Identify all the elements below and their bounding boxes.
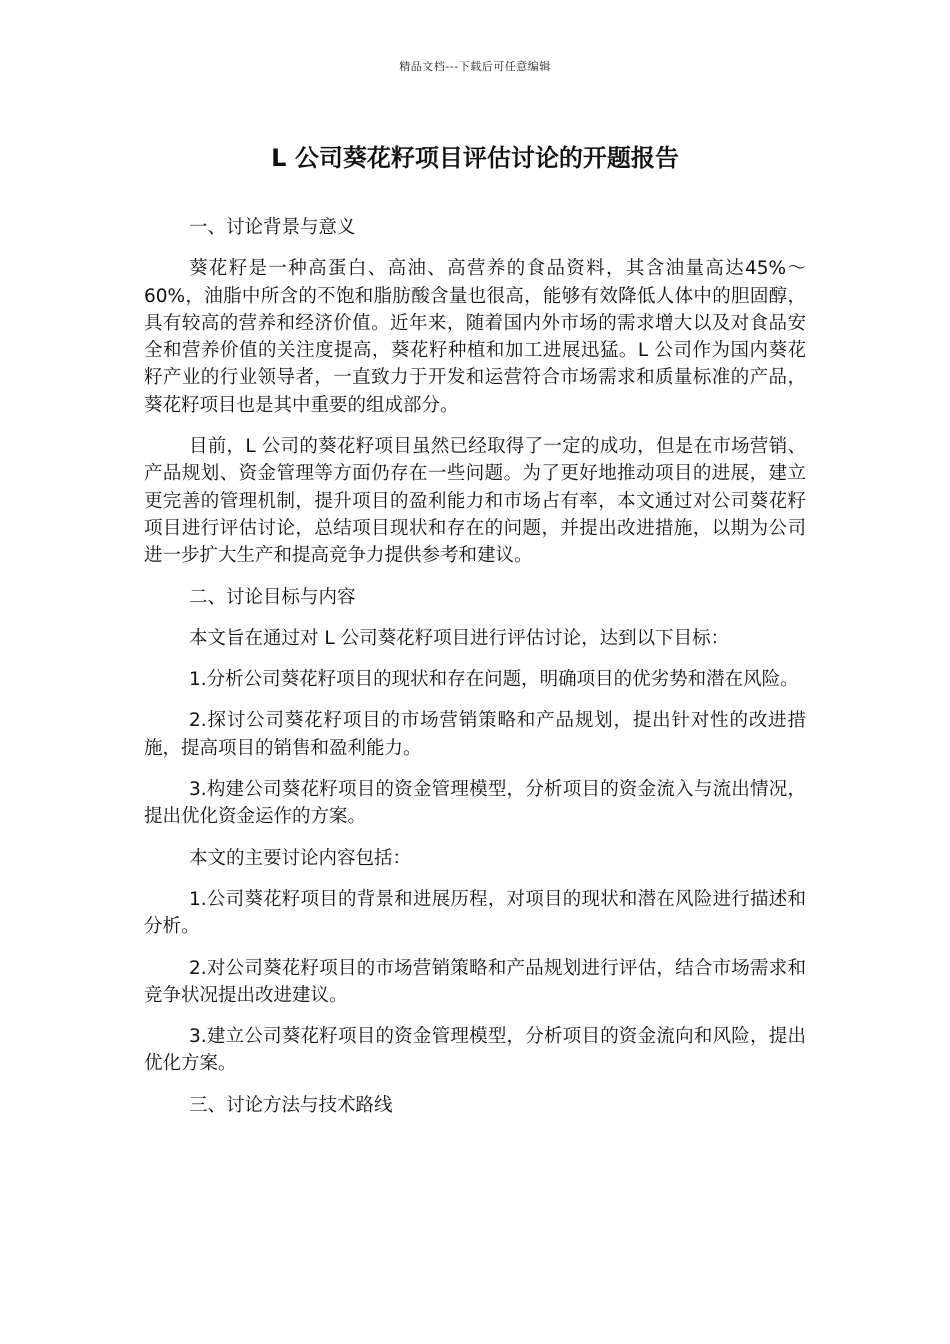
list-item-content-2: 2.对公司葵花籽项目的市场营销策略和产品规划进行评估，结合市场需求和竞争状况提出改进建议。: [144, 957, 806, 1006]
list-item-content-3: 3.建立公司葵花籽项目的资金管理模型，分析项目的资金流向和风险，提出优化方案。: [144, 1026, 806, 1075]
list-item-objective-3: 3.构建公司葵花籽项目的资金管理模型，分析项目的资金流入与流出情况，提出优化资金运作的方案。: [144, 779, 806, 828]
list-item-content-1: 1.公司葵花籽项目的背景和进展历程，对项目的现状和潜在风险进行描述和分析。: [144, 888, 806, 938]
section-heading-background: 一、讨论背景与意义: [189, 217, 356, 238]
page-header: 精品文档---下载后可任意编辑: [399, 60, 551, 73]
paragraph-objectives-lead: 本文旨在通过对 L 公司葵花籽项目进行评估讨论，达到以下目标：: [189, 627, 730, 649]
list-item-objective-2: 2.探讨公司葵花籽项目的市场营销策略和产品规划，提出针对性的改进措施，提高项目的销售和盈利能力。: [144, 710, 806, 759]
document-title: L 公司葵花籽项目评估讨论的开题报告: [271, 144, 679, 172]
section-heading-objectives: 二、讨论目标与内容: [189, 586, 356, 608]
list-item-objective-1: 1.分析公司葵花籽项目的现状和存在问题，明确项目的优劣势和潜在风险。: [189, 669, 799, 691]
paragraph-current-status: 目前，L 公司的葵花籽项目虽然已经取得了一定的成功，但是在市场营销、产品规划、资金管理等方面仍存在一些问题。为了更好地推动项目的进展，建立更完善的管理机制，提升项目的盈利能力和市场占有率，本文通过对公司葵花籽项目进行评估讨论，总结项目现状和存在的问题，并提出改进措施，以期为公司进一步扩大生产和提高竞争力提供参考和建议。: [144, 436, 806, 567]
paragraph-content-lead: 本文的主要讨论内容包括：: [189, 847, 412, 869]
section-heading-methods: 三、讨论方法与技术路线: [189, 1094, 393, 1116]
paragraph-intro: 葵花籽是一种高蛋白、高油、高营养的食品资料，其含油量高达45%～60%，油脂中所含的不饱和脂肪酸含量也很高，能够有效降低人体中的胆固醇，具有较高的营养和经济价值。近年来，随着国内外市场的需求增大以及对食品安全和营养价值的关注度提高，葵花籽种植和加工进展迅猛。L 公司作为国内葵花籽产业的行业领导者，一直致力于开发和运营符合市场需求和质量标准的产品，葵花籽项目也是其中重要的组成部分。: [144, 258, 806, 416]
document-body: [144, 214, 806, 1133]
